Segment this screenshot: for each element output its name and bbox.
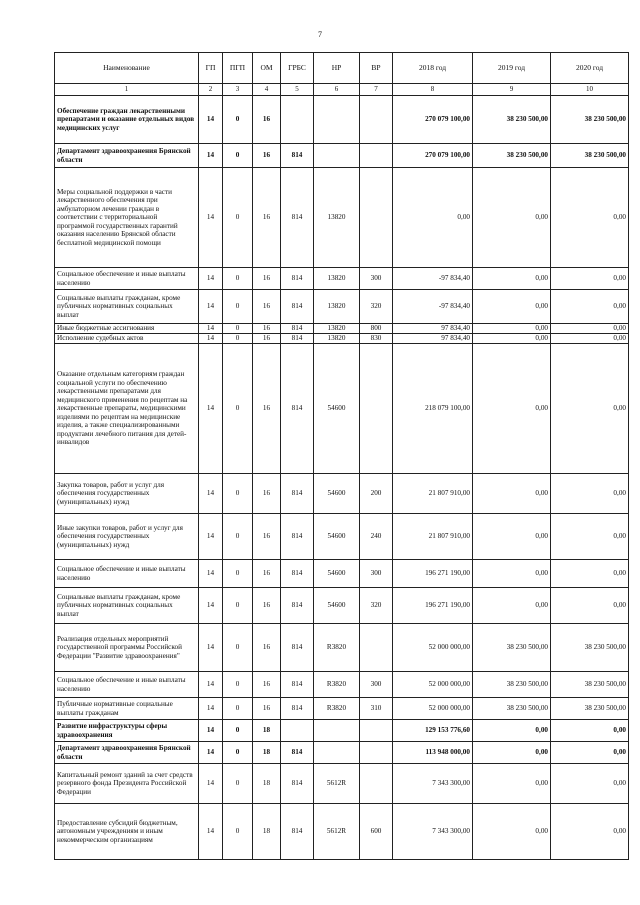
cell-y2020: 0,00 [551,324,629,334]
cell-y2018: 218 079 100,00 [393,344,473,474]
cell-pgp: 0 [223,560,253,588]
cell-om: 16 [253,560,281,588]
cell-grbs: 814 [281,474,314,514]
cell-y2020: 0,00 [551,560,629,588]
page-number: 7 [318,30,322,39]
table-row [55,514,629,560]
cell-grbs: 814 [281,742,314,764]
column-index: 9 [473,84,551,96]
cell-gp: 14 [199,672,223,698]
cell-pgp: 0 [223,764,253,804]
cell-nr: 13820 [314,324,360,334]
cell-gp: 14 [199,290,223,324]
cell-y2019: 0,00 [473,334,551,344]
table-row [55,764,629,804]
cell-gp: 14 [199,698,223,720]
cell-grbs: 814 [281,672,314,698]
table-row [55,804,629,860]
cell-y2019: 38 230 500,00 [473,624,551,672]
cell-grbs: 814 [281,268,314,290]
cell-om: 16 [253,290,281,324]
cell-name: Меры социальной поддержки в части лекарственного обеспечения при амбулаторном лечении граждан в соответствии с территориальной программой государственных гарантий оказания населению Брянской области бесплатной медицинской помощи [55,168,199,268]
cell-y2018: 52 000 000,00 [393,698,473,720]
cell-gp: 14 [199,560,223,588]
cell-om: 18 [253,804,281,860]
cell-om: 18 [253,742,281,764]
cell-nr: 13820 [314,290,360,324]
cell-nr: 54600 [314,588,360,624]
cell-y2018: 270 079 100,00 [393,144,473,168]
cell-pgp: 0 [223,268,253,290]
table-row [55,144,629,168]
cell-nr: R3820 [314,698,360,720]
cell-grbs: 814 [281,334,314,344]
cell-name: Департамент здравоохранения Брянской области [55,742,199,764]
cell-y2019: 0,00 [473,290,551,324]
header-2019: 2019 год [473,53,551,84]
cell-nr [314,96,360,144]
cell-y2020: 0,00 [551,344,629,474]
cell-y2018: 7 343 300,00 [393,764,473,804]
cell-vr: 300 [360,268,393,290]
column-index: 10 [551,84,629,96]
cell-om: 16 [253,624,281,672]
cell-nr: 5612R [314,804,360,860]
cell-gp: 14 [199,764,223,804]
cell-om: 16 [253,514,281,560]
cell-om: 16 [253,144,281,168]
cell-y2020: 38 230 500,00 [551,96,629,144]
cell-y2019: 38 230 500,00 [473,96,551,144]
cell-y2018: 97 834,40 [393,334,473,344]
cell-gp: 14 [199,624,223,672]
cell-nr: 13820 [314,268,360,290]
cell-vr [360,168,393,268]
cell-y2019: 0,00 [473,324,551,334]
cell-gp: 14 [199,720,223,742]
cell-grbs: 814 [281,514,314,560]
cell-gp: 14 [199,334,223,344]
cell-pgp: 0 [223,474,253,514]
cell-grbs: 814 [281,290,314,324]
cell-gp: 14 [199,742,223,764]
cell-y2018: 21 807 910,00 [393,474,473,514]
cell-vr [360,764,393,804]
cell-y2020: 0,00 [551,764,629,804]
cell-gp: 14 [199,804,223,860]
cell-y2019: 0,00 [473,268,551,290]
cell-om: 18 [253,764,281,804]
cell-nr: 54600 [314,560,360,588]
cell-name: Социальное обеспечение и иные выплаты населению [55,560,199,588]
cell-pgp: 0 [223,804,253,860]
cell-om: 18 [253,720,281,742]
cell-y2020: 0,00 [551,514,629,560]
cell-vr [360,344,393,474]
cell-y2018: 270 079 100,00 [393,96,473,144]
cell-y2020: 0,00 [551,168,629,268]
cell-pgp: 0 [223,698,253,720]
cell-grbs: 814 [281,804,314,860]
table-row [55,268,629,290]
cell-y2020: 0,00 [551,588,629,624]
cell-grbs: 814 [281,588,314,624]
cell-grbs: 814 [281,324,314,334]
cell-y2020: 0,00 [551,474,629,514]
cell-y2019: 0,00 [473,168,551,268]
table-row [55,624,629,672]
cell-y2018: 7 343 300,00 [393,804,473,860]
cell-name: Иные бюджетные ассигнования [55,324,199,334]
cell-nr: 13820 [314,168,360,268]
table-row [55,742,629,764]
cell-y2019: 38 230 500,00 [473,672,551,698]
cell-vr: 830 [360,334,393,344]
cell-y2018: 0,00 [393,168,473,268]
cell-om: 16 [253,588,281,624]
cell-y2019: 38 230 500,00 [473,698,551,720]
cell-vr [360,742,393,764]
cell-grbs: 814 [281,560,314,588]
header-name: Наименование [55,53,199,84]
cell-y2018: -97 834,40 [393,290,473,324]
cell-y2020: 0,00 [551,742,629,764]
table-row [55,344,629,474]
cell-pgp: 0 [223,334,253,344]
header-om: ОМ [253,53,281,84]
header-vr: ВР [360,53,393,84]
column-index: 1 [55,84,199,96]
cell-name: Закупка товаров, работ и услуг для обеспечения государственных (муниципальных) нужд [55,474,199,514]
table-row [55,720,629,742]
cell-y2018: 52 000 000,00 [393,624,473,672]
cell-vr: 320 [360,588,393,624]
cell-pgp: 0 [223,588,253,624]
cell-vr [360,96,393,144]
cell-pgp: 0 [223,290,253,324]
cell-nr [314,720,360,742]
cell-y2020: 38 230 500,00 [551,624,629,672]
cell-y2019: 0,00 [473,474,551,514]
cell-pgp: 0 [223,624,253,672]
header-2020: 2020 год [551,53,629,84]
cell-grbs: 814 [281,698,314,720]
cell-vr: 320 [360,290,393,324]
cell-nr: 54600 [314,474,360,514]
cell-gp: 14 [199,344,223,474]
cell-y2020: 0,00 [551,720,629,742]
cell-grbs: 814 [281,624,314,672]
cell-pgp: 0 [223,168,253,268]
cell-name: Социальное обеспечение и иные выплаты населению [55,268,199,290]
cell-gp: 14 [199,588,223,624]
cell-name: Иные закупки товаров, работ и услуг для обеспечения государственных (муниципальных) нужд [55,514,199,560]
cell-nr: 54600 [314,344,360,474]
cell-y2018: 113 948 000,00 [393,742,473,764]
cell-gp: 14 [199,324,223,334]
cell-vr: 300 [360,560,393,588]
cell-y2018: 97 834,40 [393,324,473,334]
cell-y2020: 0,00 [551,334,629,344]
cell-y2020: 38 230 500,00 [551,698,629,720]
cell-vr [360,720,393,742]
cell-pgp: 0 [223,514,253,560]
cell-y2020: 0,00 [551,268,629,290]
cell-om: 16 [253,334,281,344]
cell-y2018: 196 271 190,00 [393,560,473,588]
column-index: 3 [223,84,253,96]
table-row [55,334,629,344]
table-row [55,324,629,334]
cell-name: Социальное обеспечение и иные выплаты населению [55,672,199,698]
cell-y2020: 38 230 500,00 [551,144,629,168]
cell-vr: 300 [360,672,393,698]
cell-y2019: 0,00 [473,344,551,474]
cell-vr [360,144,393,168]
cell-pgp: 0 [223,144,253,168]
table-row [55,588,629,624]
cell-y2018: 52 000 000,00 [393,672,473,698]
cell-om: 16 [253,168,281,268]
cell-y2019: 0,00 [473,720,551,742]
cell-name: Социальные выплаты гражданам, кроме публичных нормативных социальных выплат [55,588,199,624]
header-gp: ГП [199,53,223,84]
cell-vr [360,624,393,672]
cell-name: Оказание отдельным категориям граждан социальной услуги по обеспечению лекарственными препаратами для медицинского применения по рецептам на лекарственные препараты, медицинскими изделиями по рецептам на медицинские изделия, а также специализированными продуктами лечебного питания для детей-инвалидов [55,344,199,474]
cell-gp: 14 [199,474,223,514]
cell-y2018: 196 271 190,00 [393,588,473,624]
cell-vr: 310 [360,698,393,720]
cell-om: 16 [253,268,281,290]
table-row [55,290,629,324]
cell-y2018: -97 834,40 [393,268,473,290]
header-nr: НР [314,53,360,84]
cell-y2019: 38 230 500,00 [473,144,551,168]
header-grbs: ГРБС [281,53,314,84]
cell-grbs: 814 [281,144,314,168]
cell-om: 16 [253,672,281,698]
cell-name: Публичные нормативные социальные выплаты гражданам [55,698,199,720]
cell-y2020: 0,00 [551,290,629,324]
cell-y2018: 21 807 910,00 [393,514,473,560]
cell-y2018: 129 153 776,60 [393,720,473,742]
cell-gp: 14 [199,168,223,268]
cell-grbs: 814 [281,764,314,804]
cell-name: Обеспечение граждан лекарственными препаратами и оказание отдельных видов медицинских услуг [55,96,199,144]
cell-y2019: 0,00 [473,514,551,560]
cell-y2019: 0,00 [473,804,551,860]
cell-om: 16 [253,698,281,720]
cell-om: 16 [253,96,281,144]
cell-vr: 800 [360,324,393,334]
column-index: 2 [199,84,223,96]
table-row [55,96,629,144]
table-header-row [55,53,629,84]
header-pgp: ПГП [223,53,253,84]
cell-vr: 600 [360,804,393,860]
cell-y2019: 0,00 [473,588,551,624]
cell-nr [314,742,360,764]
column-index-row [55,84,629,96]
cell-name: Департамент здравоохранения Брянской области [55,144,199,168]
cell-om: 16 [253,344,281,474]
cell-om: 16 [253,474,281,514]
cell-pgp: 0 [223,344,253,474]
table-row [55,474,629,514]
cell-grbs [281,720,314,742]
cell-pgp: 0 [223,324,253,334]
cell-nr: R3820 [314,624,360,672]
cell-name: Исполнение судебных актов [55,334,199,344]
cell-nr: 5612R [314,764,360,804]
cell-gp: 14 [199,144,223,168]
cell-pgp: 0 [223,672,253,698]
cell-name: Предоставление субсидий бюджетным, автономным учреждениям и иным некоммерческим организациям [55,804,199,860]
column-index: 5 [281,84,314,96]
cell-pgp: 0 [223,742,253,764]
table-row [55,168,629,268]
cell-name: Реализация отдельных мероприятий государственной программы Российской Федерации "Развитие здравоохранения" [55,624,199,672]
cell-y2020: 0,00 [551,804,629,860]
column-index: 6 [314,84,360,96]
budget-table [54,52,629,860]
cell-pgp: 0 [223,720,253,742]
cell-y2019: 0,00 [473,742,551,764]
cell-nr: 54600 [314,514,360,560]
cell-nr: 13820 [314,334,360,344]
cell-y2019: 0,00 [473,764,551,804]
cell-nr [314,144,360,168]
table-row [55,698,629,720]
cell-vr: 240 [360,514,393,560]
cell-nr: R3820 [314,672,360,698]
cell-om: 16 [253,324,281,334]
column-index: 4 [253,84,281,96]
cell-gp: 14 [199,514,223,560]
cell-grbs [281,96,314,144]
cell-vr: 200 [360,474,393,514]
cell-grbs: 814 [281,168,314,268]
cell-name: Социальные выплаты гражданам, кроме публичных нормативных социальных выплат [55,290,199,324]
column-index: 7 [360,84,393,96]
cell-gp: 14 [199,96,223,144]
header-2018: 2018 год [393,53,473,84]
table-row [55,560,629,588]
cell-y2020: 38 230 500,00 [551,672,629,698]
cell-grbs: 814 [281,344,314,474]
cell-gp: 14 [199,268,223,290]
cell-name: Развитие инфраструктуры сферы здравоохранения [55,720,199,742]
cell-y2019: 0,00 [473,560,551,588]
cell-name: Капитальный ремонт зданий за счет средств резервного фонда Президента Российской Федерации [55,764,199,804]
table-row [55,672,629,698]
column-index: 8 [393,84,473,96]
cell-pgp: 0 [223,96,253,144]
